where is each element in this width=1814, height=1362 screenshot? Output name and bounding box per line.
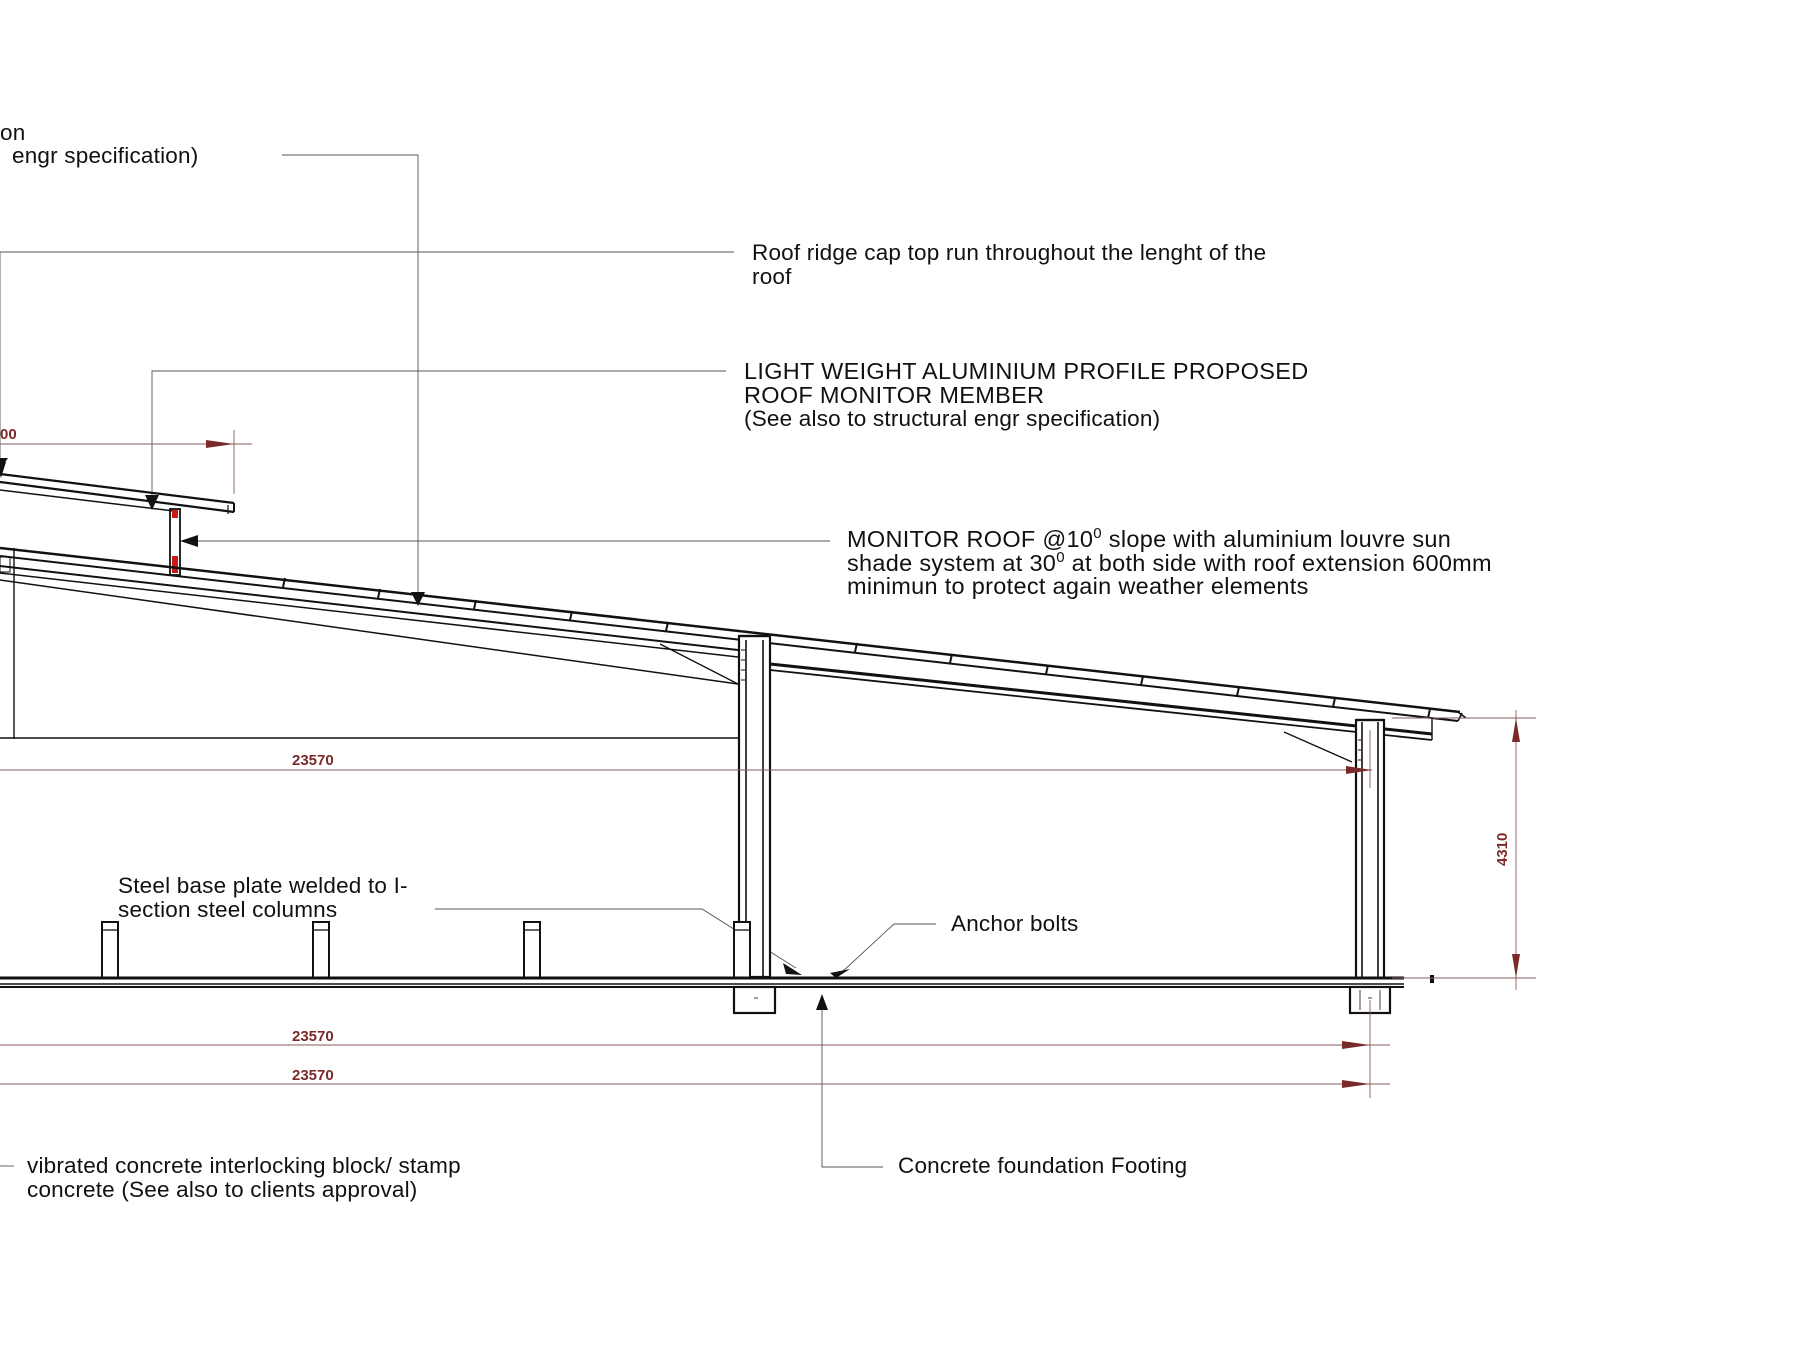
left-frame — [0, 548, 756, 739]
bollard-post — [102, 922, 118, 978]
svg-text:minimun to protect again weath: minimun to protect again weather elements — [847, 573, 1309, 599]
dim-height: 4310 — [1494, 832, 1511, 866]
note-monitor-roof — [847, 525, 1492, 599]
svg-text:Roof ridge cap top run through: Roof ridge cap top run throughout the lenght of the — [752, 240, 1267, 265]
note-anchor-bolts: Anchor bolts — [951, 911, 1079, 936]
svg-text:roof: roof — [752, 264, 792, 289]
svg-text:LIGHT WEIGHT ALUMINIUM PROFILE: LIGHT WEIGHT ALUMINIUM PROFILE PROPOSED — [744, 358, 1309, 384]
ground-slab — [0, 975, 1434, 987]
concrete-footings — [734, 987, 1390, 1013]
monitor-member — [170, 509, 180, 575]
svg-text:concrete (See also to clients: concrete (See also to clients approval) — [27, 1177, 418, 1202]
monitor-roof — [0, 474, 234, 514]
dim-span-lower-2: 23570 — [292, 1067, 334, 1084]
svg-text:MONITOR ROOF @100 slope with a: MONITOR ROOF $@10^0$ slope with aluminium louvre sun — [847, 525, 1452, 552]
concrete-footing — [734, 987, 775, 1013]
bollard-post — [313, 922, 329, 978]
note-top-left — [0, 120, 198, 168]
svg-text:Steel base plate welded to I-: Steel base plate welded to I- — [118, 873, 408, 898]
note-paving — [27, 1153, 461, 1202]
bollard-posts — [102, 922, 750, 978]
leader-arrowheads — [0, 462, 850, 1010]
bollard-post — [524, 922, 540, 978]
svg-text:engr specification): engr specification) — [12, 143, 199, 168]
note-base-plate — [118, 873, 408, 922]
svg-text:ROOF MONITOR MEMBER: ROOF MONITOR MEMBER — [744, 382, 1045, 408]
svg-text:shade system at 300 at both s: shade system at $30^0$ at both side with roof extension 600mm — [847, 549, 1492, 576]
dim-span-upper: 23570 — [292, 752, 334, 769]
svg-text:vibrated concrete interlocking: vibrated concrete interlocking block/ stamp — [27, 1153, 461, 1178]
svg-text:section steel columns: section steel columns — [118, 897, 338, 922]
svg-text:on: on — [0, 120, 26, 145]
note-concrete-footing: Concrete foundation Footing — [898, 1153, 1188, 1178]
leader-lines — [0, 155, 936, 1167]
note-aluminium-profile — [744, 358, 1308, 431]
svg-text:(See also to structural engr s: (See also to structural engr specification) — [744, 406, 1161, 431]
note-ridge-cap — [752, 240, 1266, 289]
dim-span-lower-1: 23570 — [292, 1028, 334, 1045]
dim-overhang: 00 — [0, 426, 17, 443]
bollard-post — [734, 922, 750, 978]
